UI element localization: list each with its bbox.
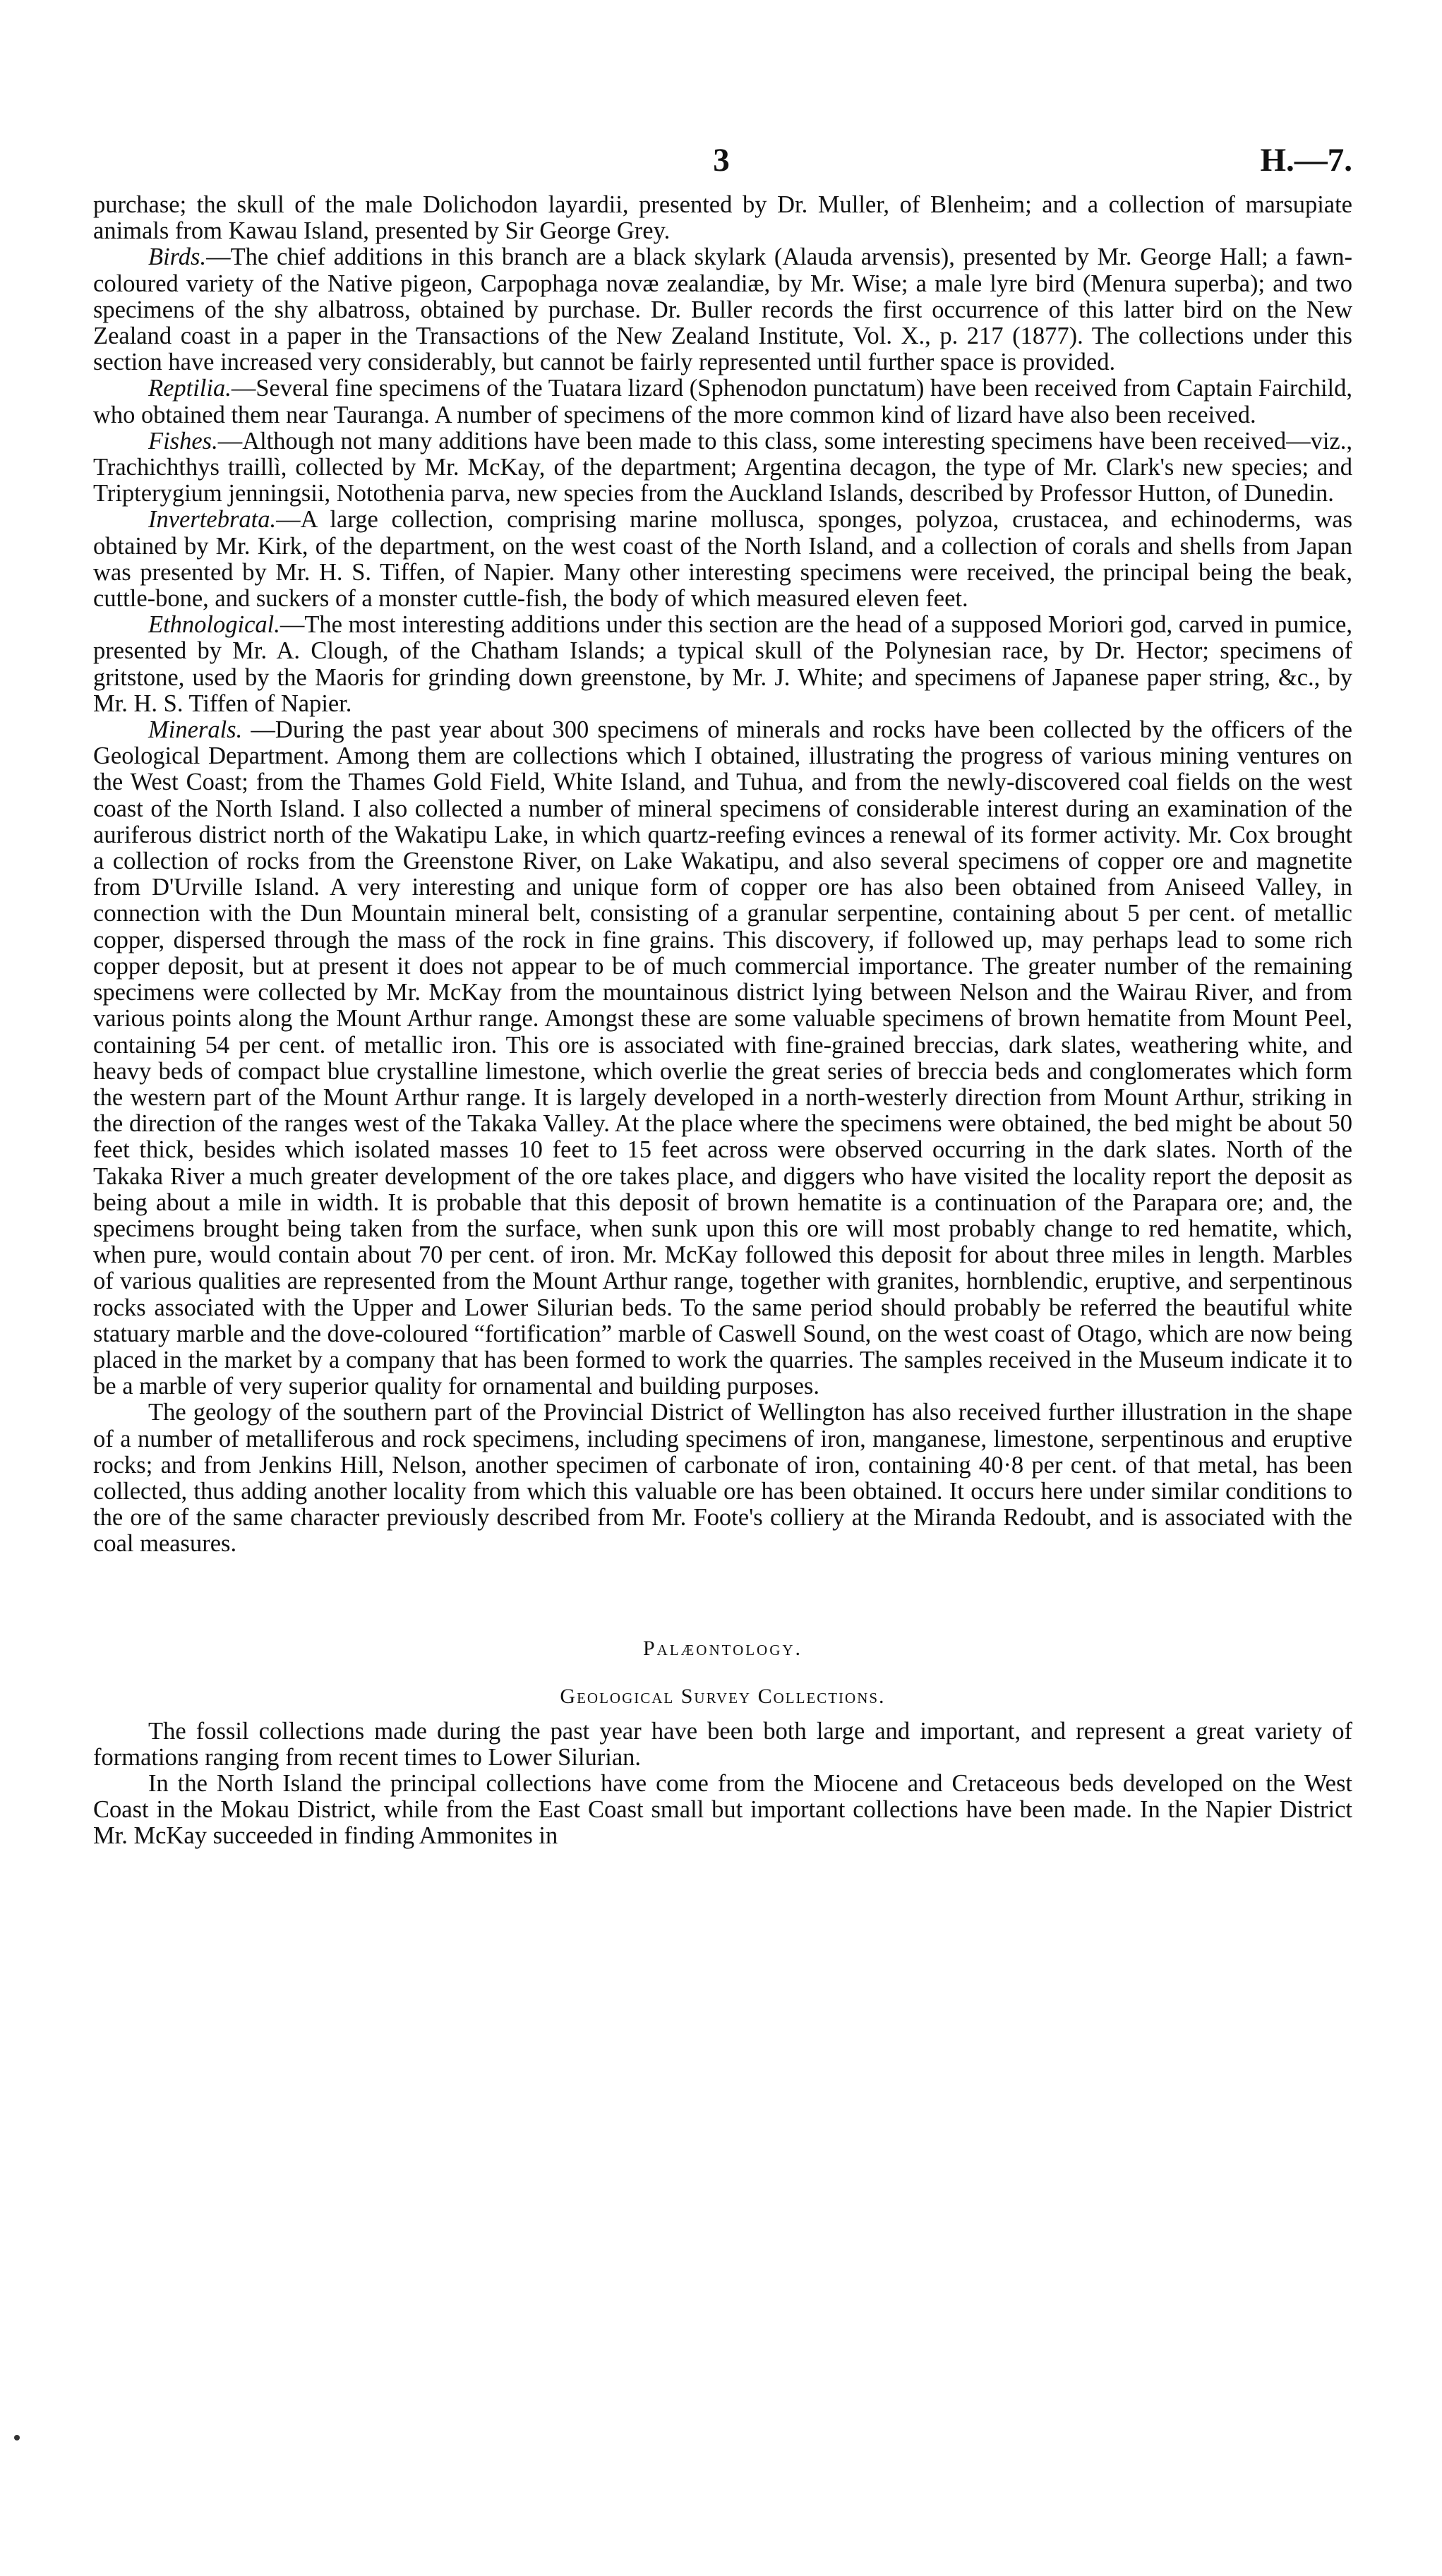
paragraph-lead: Reptilia.	[148, 375, 232, 402]
body-text	[93, 192, 1352, 1558]
paragraph-continuation: purchase; the skull of the male Dolichodon layardii, presented by Dr. Muller, of Blenheim; and a collection of marsupiate animals from Kawau Island, presented by Sir George Grey.	[93, 191, 1352, 245]
section-subtitle: Geological Survey Collections.	[560, 1684, 886, 1708]
paragraph-lead: Birds.	[148, 243, 207, 271]
paragraph-lead: Minerals.	[148, 716, 243, 744]
scan-speck	[14, 2435, 20, 2440]
paragraph-reptilia: Reptilia.—Several fine specimens of the Tuatara lizard (Sphenodon punctatum) have been received from Captain Fairchild, who obtained them near Tauranga. A number of specimens of the more common kind of lizard have also been received.	[93, 375, 1352, 428]
page-number: 3	[713, 142, 730, 179]
paragraph-fossil-collections: The fossil collections made during the past year have been both large and important, and represent a great variety of formations ranging from recent times to Lower Silurian.	[93, 1717, 1352, 1771]
paragraph-birds: Birds.—The chief additions in this branch are a black skylark (Alauda arvensis), presented by Mr. George Hall; a fawn-coloured variety of the Native pigeon, Carpophaga novæ zealandiæ, by Mr. Wise; a male lyre bird (Menura superba); and two specimens of the shy albatross, obtained by purchase. Dr. Buller records the first occurrence of this latter bird on the New Zealand coast in a paper in the Transactions of the New Zealand Institute, Vol. X., p. 217 (1877). The collections under this section have increased very considerably, but cannot be fairly represented until further space is provided.	[93, 243, 1352, 376]
paragraph-ethnological: Ethnological.—The most interesting additions under this section are the head of a supposed Moriori god, carved in pumice, presented by Mr. A. Clough, of the Chatham Islands; a typical skull of the Polynesian race, by Dr. Hector; specimens of gritstone, used by the Maoris for grinding down greenstone, by Mr. J. White; and specimens of Japanese paper string, &c., by Mr. H. S. Tiffen of Napier.	[93, 611, 1352, 717]
document-code: H.—7.	[1260, 142, 1352, 179]
paragraph-invertebrata: Invertebrata.—A large collection, comprising marine mollusca, sponges, polyzoa, crustacea, and echinoderms, was obtained by Mr. Kirk, of the department, on the west coast of the North Island, and a collection of corals and shells from Japan was presented by Mr. H. S. Tiffen, of Napier. Many other interesting specimens were received, the principal being the beak, cuttle-bone, and suckers of a monster cuttle-fish, the body of which measured eleven feet.	[93, 506, 1352, 613]
paragraph-fishes: Fishes.—Although not many additions have been made to this class, some interesting specimens have been received—viz., Trachichthys traillì, collected by Mr. McKay, of the department; Argentina decagon, the type of Mr. Clark's new species; and Tripterygium jenningsii, Notothenia parva, new species from the Auckland Islands, described by Professor Hutton, of Dunedin.	[93, 427, 1352, 507]
paragraph-north-island: In the North Island the principal collections have come from the Miocene and Cretaceous beds developed on the West Coast in the Mokau District, while from the East Coast small but important collections have been made. In the Napier District Mr. McKay succeeded in finding Ammonites in	[93, 1769, 1352, 1850]
section-title: Palæontology.	[642, 1636, 803, 1660]
paragraph-lead: Invertebrata.	[148, 506, 277, 534]
paragraph-geology-wellington: The geology of the southern part of the Provincial District of Wellington has also received further illustration in the shape of a number of metalliferous and rock specimens, including specimens of iron, manganese, limestone, serpentinous and eruptive rocks; and from Jenkins Hill, Nelson, another specimen of carbonate of iron, containing 40·8 per cent. of that metal, has been collected, thus adding another locality from which this valuable ore has been obtained. It occurs here under similar conditions to the ore of the same character previously described from Mr. Foote's colliery at the Miranda Redoubt, and is associated with the coal measures.	[93, 1399, 1352, 1558]
body-text-palaeontology	[93, 1719, 1352, 1850]
paragraph-lead: Fishes.	[148, 427, 218, 455]
paragraph-minerals: Minerals. —During the past year about 300 specimens of minerals and rocks have been collected by the officers of the Geological Department. Among them are collections which I obtained, illustrating the progress of various mining ventures on the West Coast; from the Thames Gold Field, White Island, and Tuhua, and from the newly-discovered coal fields on the west coast of the North Island. I also collected a number of mineral specimens of considerable interest during an examination of the auriferous district north of the Wakatipu Lake, in which quartz-reefing evinces a renewal of its former activity. Mr. Cox brought a collection of rocks from the Greenstone River, on Lake Wakatipu, and also several specimens of copper ore and magnetite from D'Urville Island. A very interesting and unique form of copper ore has also been obtained from Aniseed Valley, in connection with the Dun Mountain mineral belt, consisting of a granular serpentine, containing about 5 per cent. of metallic copper, dispersed through the mass of the rock in fine grains. This discovery, if followed up, may perhaps lead to some rich copper deposit, but at present it does not appear to be of much commercial importance. The greater number of the remaining specimens were collected by Mr. McKay from the mountainous district lying between Nelson and the Wairau River, and from various points along the Mount Arthur range. Amongst these are some valuable specimens of brown hematite from Mount Peel, containing 54 per cent. of metallic iron. This ore is associated with fine-grained breccias, dark slates, weathering white, and heavy beds of compact blue crystalline limestone, which overlie the great series of breccia beds and conglomerates which form the western part of the Mount Arthur range. It is largely developed in a north-westerly direction from Mount Arthur, striking in the direction of the ranges west of the Takaka Valley. At the place where the specimens were obtained, the bed might be about 50 feet thick, besides which isolated masses 10 feet to 15 feet across were observed occurring in the dark slates. North of the Takaka River a much greater development of the ore takes place, and diggers who have visited the locality report the deposit as being about a mile in width. It is probable that this deposit of brown hematite is a continuation of the Parapara ore; and, the specimens brought being taken from the surface, when sunk upon this ore will most probably change to red hematite, which, when pure, would contain about 70 per cent. of iron. Mr. McKay followed this deposit for about three miles in length. Marbles of various qualities are represented from the Mount Arthur range, together with granites, hornblendic, eruptive, and serpentinous rocks associated with the Upper and Lower Silurian beds. To the same period should probably be referred the beautiful white statuary marble and the dove-coloured “fortification” marble of Caswell Sound, on the west coast of Otago, which are now being placed in the market by a company that has been formed to work the quarries. The samples received in the Museum indicate it to be a marble of very superior quality for ornamental and building purposes.	[93, 716, 1352, 1400]
paragraph-lead: Ethnological.	[148, 611, 280, 639]
page-header	[93, 141, 1352, 192]
page	[93, 141, 1352, 1850]
